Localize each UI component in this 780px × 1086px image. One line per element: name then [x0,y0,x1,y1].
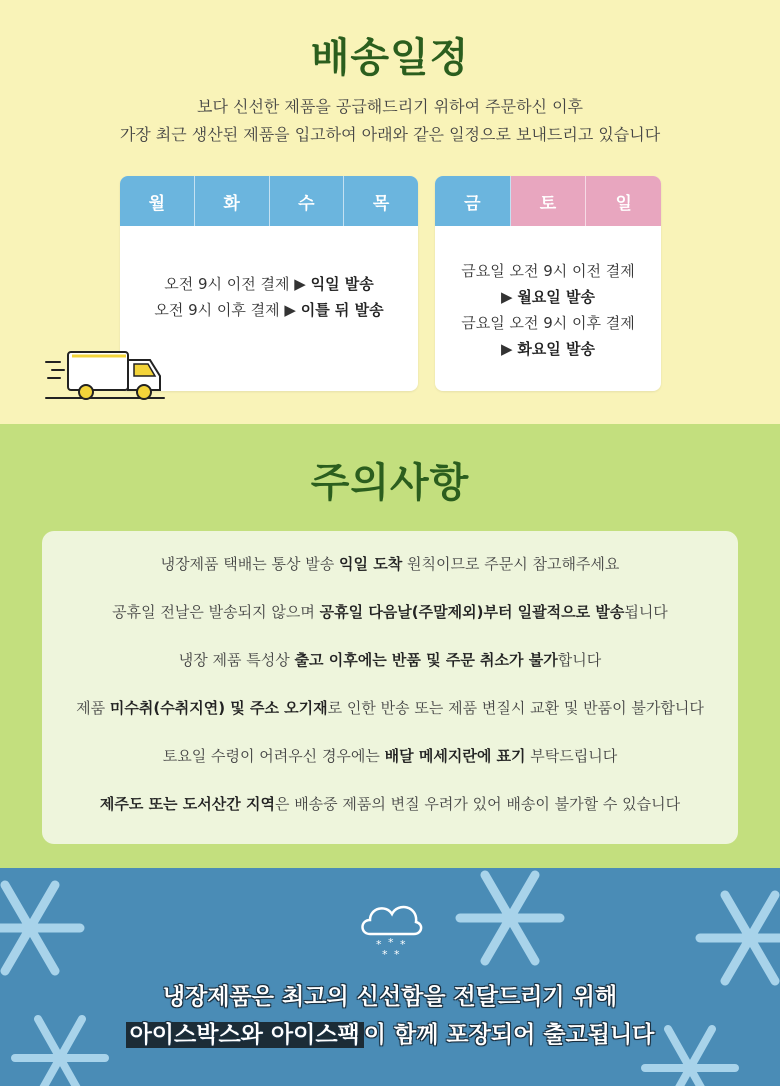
day-mon: 월 [120,176,195,226]
day-sat: 토 [511,176,587,226]
weekend-rule-1-result [435,284,661,310]
svg-text:*: * [394,948,400,960]
weekday-schedule-text [120,271,418,323]
schedule-intro-line2: 가장 최근 생산된 제품을 입고하여 아래와 같은 일정으로 보내드리고 있습니다 [119,125,661,144]
cold-line-2-rest: 이 함께 포장되어 출고됩니다 [363,1022,655,1048]
arrow-icon: ▶ [501,340,518,358]
schedule-intro-line1: 보다 신선한 제품을 공급해드리기 위하여 주문하신 이후 [196,97,583,116]
weekend-rule-2: 금요일 오전 9시 이후 결제 [461,314,635,332]
notice-text: 은 배송중 제품의 변질 우려가 있어 배송이 불가할 수 있습니다 [274,795,681,813]
weekend-schedule-card [435,176,661,391]
weekday-rule-2-text: 오전 9시 이후 결제 ▶ [154,301,301,319]
notice-emphasis: 공휴일 다음날(주말제외)부터 일괄적으로 발송 [319,603,625,621]
snow-cloud-icon [356,890,426,960]
cold-packaging-section [0,868,780,1086]
weekend-rule-2-result [435,336,661,362]
notice-line-3 [42,649,738,670]
cold-line-2 [0,1016,780,1049]
snowflake-icon [450,868,570,978]
schedule-intro [0,93,780,149]
delivery-schedule-section [0,0,780,424]
weekday-rule-2 [120,297,418,323]
day-fri: 금 [435,176,511,226]
weekend-rule-1-result-text: 월요일 발송 [517,288,595,306]
notice-title: 주의사항 [310,460,470,506]
notice-section [0,424,780,868]
notice-text: 로 인한 반송 또는 제품 변질시 교환 및 반품이 불가합니다 [327,699,704,717]
weekend-header [435,176,661,226]
notice-emphasis: 익일 도착 [339,555,403,573]
notice-emphasis: 제주도 또는 도서산간 지역 [99,795,275,813]
day-sun: 일 [586,176,661,226]
notice-text: 냉장제품 택배는 통상 발송 [160,555,340,573]
notice-text: 원칙이므로 주문시 참고해주세요 [402,555,620,573]
weekday-rule-1 [120,271,418,297]
day-tue: 화 [195,176,270,226]
notice-text: 부탁드립니다 [525,747,618,765]
svg-text:*: * [382,948,388,960]
notice-text: 합니다 [557,651,602,669]
svg-text:*: * [388,936,394,949]
notice-line-6 [42,793,738,814]
weekday-header [120,176,418,226]
notice-text: 냉장 제품 특성상 [178,651,295,669]
cold-line-1: 냉장제품은 최고의 신선함을 전달드리기 위해 [162,984,618,1010]
weekend-rule-1: 금요일 오전 9시 이전 결제 [461,262,635,280]
weekend-rule-2-result-text: 화요일 발송 [517,340,595,358]
snowflake-icon [0,868,90,988]
schedule-title: 배송일정 [310,35,470,81]
notice-box [42,531,738,844]
day-wed: 수 [270,176,345,226]
notice-text: 토요일 수령이 어려우신 경우에는 [162,747,385,765]
notice-emphasis: 배달 메세지란에 표기 [384,747,526,765]
notice-emphasis: 출고 이후에는 반품 및 주문 취소가 불가 [294,651,558,669]
weekend-schedule-text [435,258,661,362]
svg-text:*: * [376,938,382,951]
notice-text: 제품 [76,699,110,717]
ice-packaging-highlight: 아이스박스와 아이스팩 [126,1022,364,1048]
day-thu: 목 [344,176,418,226]
notice-line-1 [42,553,738,574]
notice-text: 공휴일 전날은 발송되지 않으며 [112,603,320,621]
notice-line-5 [42,745,738,766]
svg-text:*: * [400,938,406,951]
delivery-truck-icon [44,346,168,406]
notice-line-2 [42,601,738,622]
notice-line-4 [42,697,738,718]
weekday-rule-2-result: 이틀 뒤 발송 [300,301,384,319]
weekday-rule-1-result: 익일 발송 [310,275,374,293]
arrow-icon: ▶ [501,288,518,306]
notice-emphasis: 미수취(수취지연) 및 주소 오기재 [109,699,328,717]
notice-text: 됩니다 [624,603,668,621]
weekday-rule-1-text: 오전 9시 이전 결제 ▶ [164,275,311,293]
